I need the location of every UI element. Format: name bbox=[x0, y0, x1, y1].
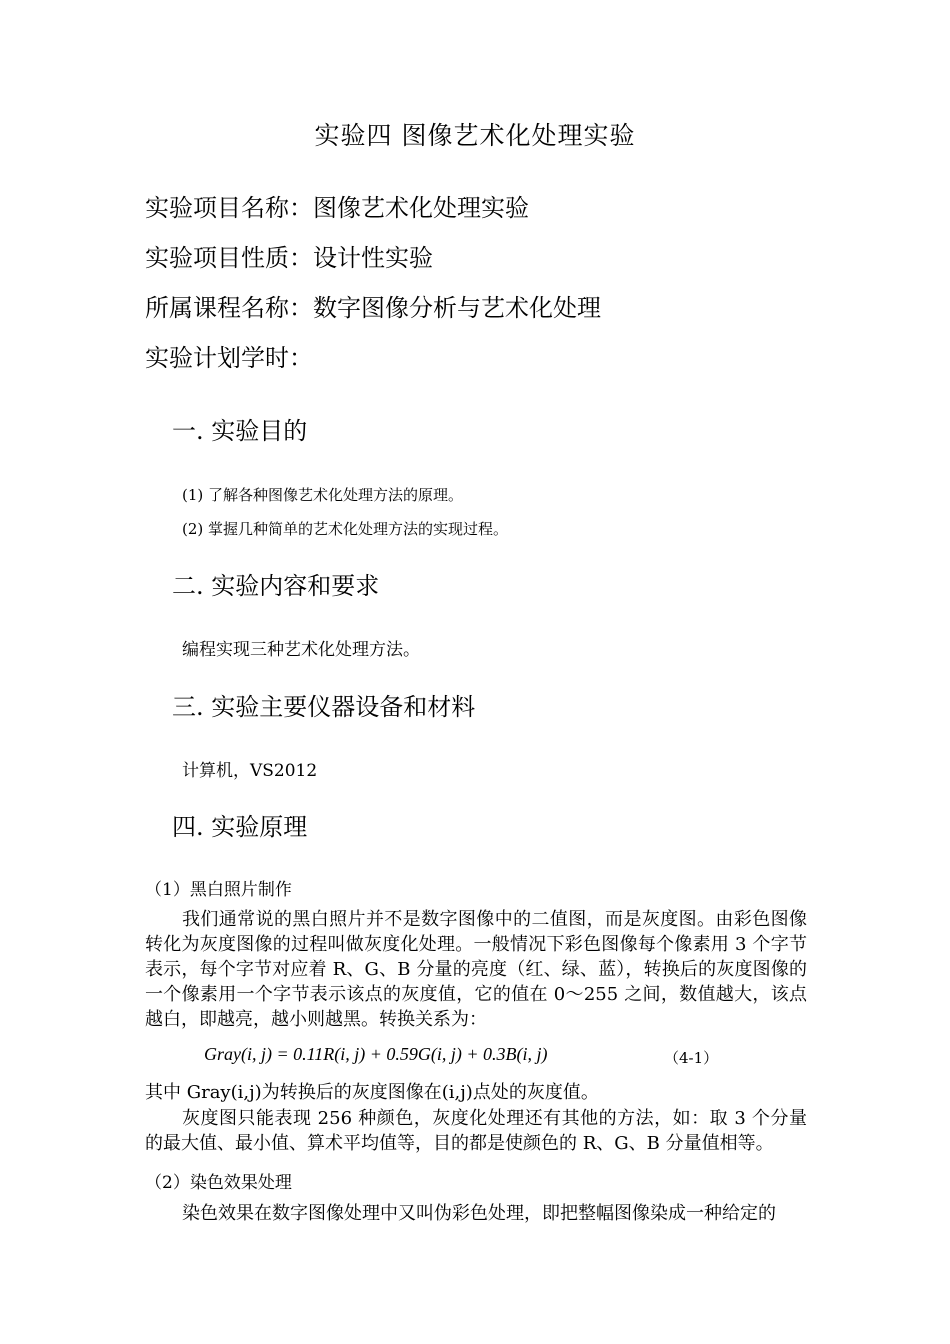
section-heading-content: 二. 实验内容和要求 bbox=[172, 572, 380, 600]
page-title: 实验四 图像艺术化处理实验 bbox=[314, 121, 636, 150]
paragraph-grayscale: 我们通常说的黑白照片并不是数字图像中的二值图，而是灰度图。由彩色图像转化为灰度图像的过程叫做灰度化处理。一般情况下彩色图像每个像素用 3 个字节表示，每个字节对应着 R、G、B 分量的亮度（红、绿、蓝），转换后的灰度图像的一个像素用一个字节表示该点的灰度值，它的值在 0～255 之间，数值越大，该点越白，即越亮，越小则越黑。转换关系为： bbox=[145, 909, 807, 1030]
purpose-item-1: (1) 了解各种图像艺术化处理方法的原理。 bbox=[182, 486, 464, 504]
formula-number: （4-1） bbox=[664, 1049, 719, 1067]
paragraph-dye-effect: 染色效果在数字图像处理中又叫伪彩色处理，即把整幅图像染成一种给定的 bbox=[182, 1203, 776, 1224]
course-name: 所属课程名称：数字图像分析与艺术化处理 bbox=[145, 294, 601, 322]
section-heading-equipment: 三. 实验主要仪器设备和材料 bbox=[172, 693, 476, 721]
project-name: 实验项目名称：图像艺术化处理实验 bbox=[145, 194, 529, 222]
section-heading-principle: 四. 实验原理 bbox=[172, 813, 308, 841]
formula-gray: Gray(i, j) = 0.11R(i, j) + 0.59G(i, j) + 0.3B(i, j) bbox=[204, 1044, 548, 1064]
equipment-text: 计算机，VS2012 bbox=[182, 761, 318, 781]
paragraph-gray-methods: 灰度图只能表现 256 种颜色，灰度化处理还有其他的方法，如：取 3 个分量的最大值、最小值、算术平均值等，目的都是使颜色的 R、G、B 分量值相等。 bbox=[145, 1108, 807, 1154]
section-heading-purpose: 一. 实验目的 bbox=[172, 417, 308, 445]
purpose-item-2: (2) 掌握几种简单的艺术化处理方法的实现过程。 bbox=[182, 520, 509, 538]
content-text: 编程实现三种艺术化处理方法。 bbox=[182, 640, 420, 660]
paragraph-gray-note: 其中 Gray(i,j)为转换后的灰度图像在(i,j)点处的灰度值。 bbox=[145, 1082, 599, 1103]
subheading-dye-effect: （2）染色效果处理 bbox=[145, 1173, 292, 1193]
project-nature: 实验项目性质：设计性实验 bbox=[145, 244, 433, 272]
subheading-bw-photo: （1）黑白照片制作 bbox=[145, 880, 292, 900]
planned-hours: 实验计划学时： bbox=[145, 344, 313, 372]
